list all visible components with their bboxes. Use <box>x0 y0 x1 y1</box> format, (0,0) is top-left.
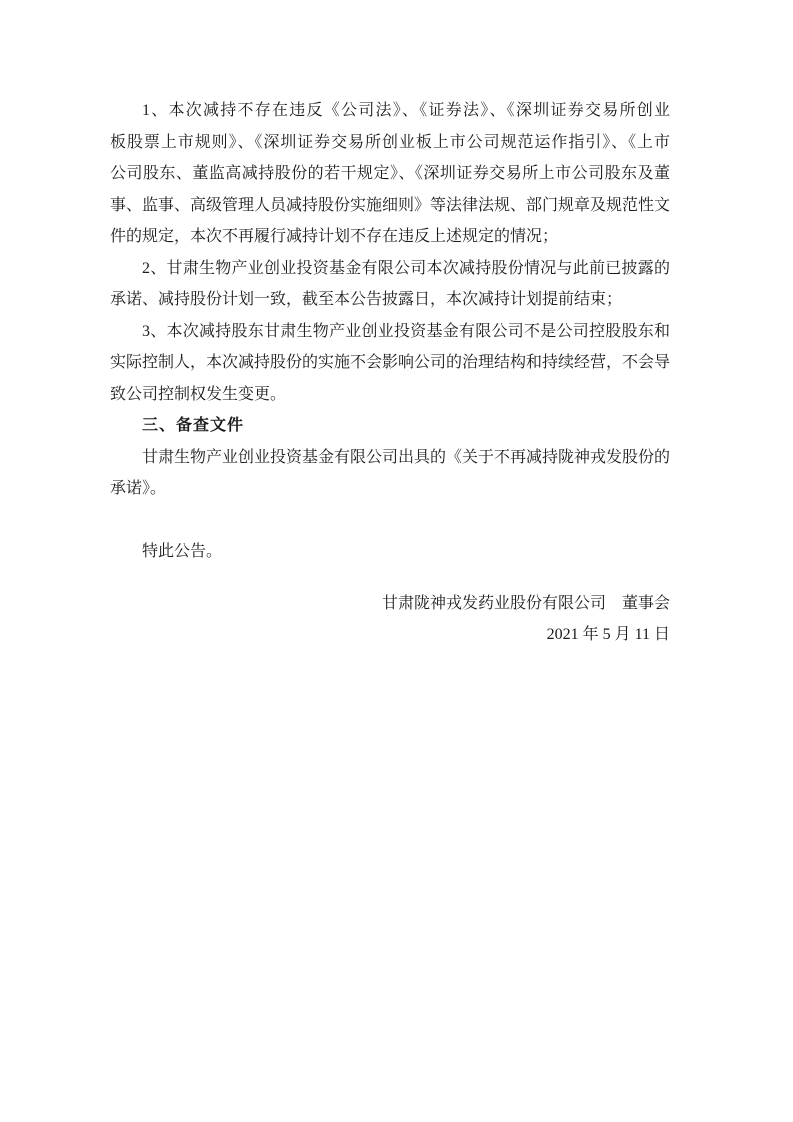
text-line: 三、备查文件 <box>142 417 245 434</box>
signature-company: 甘肃陇神戎发药业股份有限公司 董事会 <box>381 594 670 612</box>
text-line: 特此公告。 <box>142 543 223 560</box>
point-1 <box>110 95 670 253</box>
text-line: 承诺、减持股份计划一致，截至本公告披露日，本次减持计划提前结束； <box>110 291 623 308</box>
text-line: 2、甘肃生物产业创业投资基金有限公司本次减持股份情况与此前已披露的 <box>142 259 670 277</box>
point-3 <box>110 316 670 411</box>
text-line: 板股票上市规则》、《深圳证券交易所创业板上市公司规范运作指引》、《上市 <box>110 133 670 151</box>
announcement-body <box>110 95 670 568</box>
text-line: 事、监事、高级管理人员减持股份实施细则》等法律法规、部门规章及规范性文 <box>110 196 671 214</box>
text-line: 实际控制人，本次减持股份的实施不会影响公司的治理结构和持续经营，不会导 <box>110 354 671 371</box>
signature-block <box>110 588 670 651</box>
text-line: 3、本次减持股东甘肃生物产业创业投资基金有限公司不是公司控股股东和 <box>142 322 670 340</box>
text-line: 致公司控制权发生变更。 <box>110 385 287 403</box>
section-heading-documents-for-reference <box>110 410 670 442</box>
point-2 <box>110 253 670 316</box>
text-line: 公司股东、董监高减持股份的若干规定》、《深圳证券交易所上市公司股东及董 <box>110 165 670 182</box>
text-line: 件的规定，本次不再履行减持计划不存在违反上述规定的情况； <box>110 228 559 245</box>
text-line: 1、本次减持不存在违反《公司法》、《证券法》、《深圳证券交易所创业 <box>142 102 670 119</box>
closing-statement <box>110 536 670 568</box>
reference-document <box>110 442 670 505</box>
text-line: 承诺》。 <box>110 480 167 497</box>
text-line: 甘肃生物产业创业投资基金有限公司出具的《关于不再减持陇神戎发股份的 <box>142 448 671 466</box>
signature-date: 2021 年 5 月 11 日 <box>546 626 670 643</box>
